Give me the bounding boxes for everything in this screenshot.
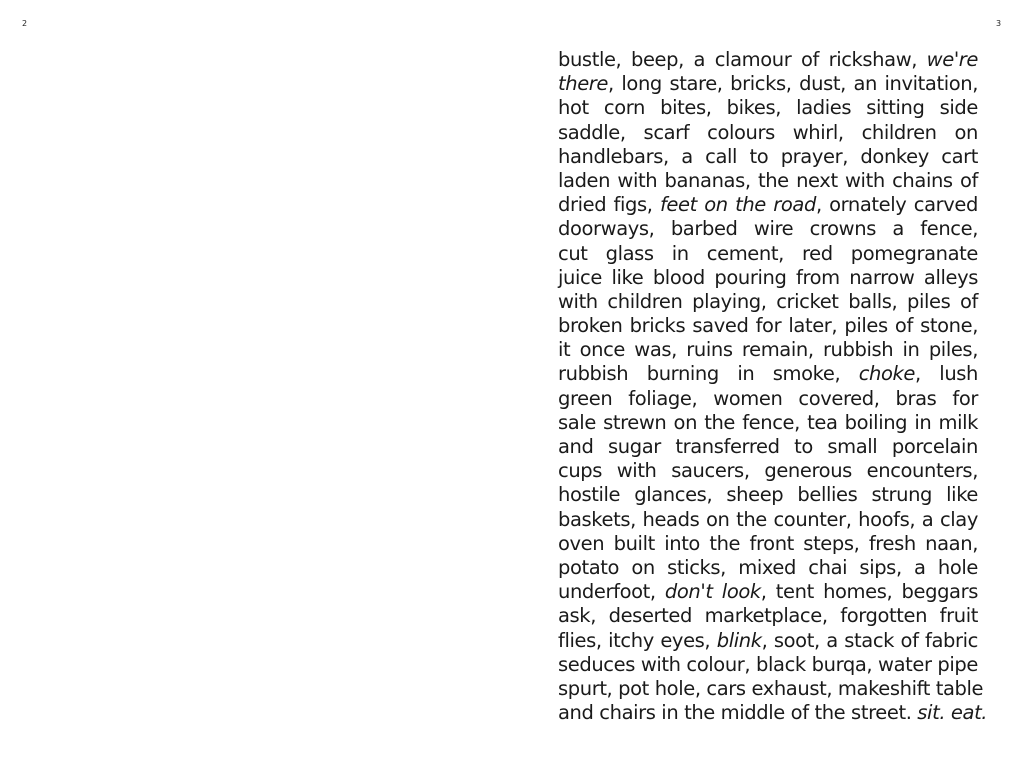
poem-line <box>558 483 978 507</box>
right-page-number: 3 <box>996 19 1002 28</box>
poem-text-segment: , lush <box>915 362 978 386</box>
poem-text-segment: handlebars, a call to prayer, donkey cart <box>558 144 978 168</box>
poem-text-segment: , ornately carved <box>815 193 978 217</box>
poem-line <box>558 314 978 338</box>
poem-line <box>558 121 978 145</box>
poem-text-segment: green foliage, women covered, bras for <box>558 386 978 410</box>
poem-line <box>558 580 978 604</box>
poem-italic-phrase: we're <box>926 48 978 71</box>
poem-line <box>558 701 988 725</box>
poem-text-segment: and sugar transferred to small porcelain <box>558 435 978 458</box>
poem-text-segment: hot corn bites, bikes, ladies sitting side <box>558 96 978 120</box>
poem-text-segment: flies, itchy eyes, <box>558 628 717 652</box>
poem-line <box>558 362 978 386</box>
poem-line <box>558 96 978 120</box>
poem-line <box>558 435 978 459</box>
poem-line <box>558 629 978 653</box>
poem-text-segment: doorways, barbed wire crowns a fence, <box>558 217 978 241</box>
poem-italic-phrase: choke <box>858 362 916 386</box>
poem-italic-phrase: sit. eat. <box>917 701 988 725</box>
poem-text-segment: oven built into the front steps, fresh naan, <box>558 531 978 555</box>
poem-text-segment: , soot, a stack of fabric <box>761 628 978 652</box>
poem-text-segment: sale strewn on the fence, tea boiling in milk <box>558 410 978 434</box>
left-page-number: 2 <box>22 19 28 28</box>
poem-text-segment: hostile glances, sheep bellies strung like <box>558 483 978 507</box>
poem-line <box>558 290 978 314</box>
poem-italic-phrase: feet on the road <box>659 193 816 217</box>
poem-text-segment: juice like blood pouring from narrow alleys <box>558 265 978 289</box>
poem-line <box>558 411 978 435</box>
poem-text-segment: laden with bananas, the next with chains of <box>558 168 978 192</box>
poem-text-segment: , long stare, bricks, dust, an invitation, <box>608 72 978 96</box>
poem-text-segment: dried figs, <box>558 193 660 217</box>
poem-italic-phrase: blink <box>716 628 762 652</box>
poem-line <box>558 169 978 193</box>
poem-text-segment: cups with saucers, generous encounters, <box>558 459 978 483</box>
poem-text-segment: bustle, beep, a clamour of rickshaw, <box>558 48 927 71</box>
poem-text-segment: , tent homes, beggars <box>760 580 978 604</box>
poem-text-segment: it once was, ruins remain, rubbish in piles, <box>558 338 978 362</box>
poem-line <box>558 145 978 169</box>
poem-line <box>558 338 978 362</box>
poem-line <box>558 48 978 72</box>
poem-text-segment: with children playing, cricket balls, piles of <box>558 289 978 313</box>
poem-text-segment: rubbish burning in smoke, <box>558 362 859 386</box>
poem-line <box>558 508 978 532</box>
poem-text-segment: broken bricks saved for later, piles of stone, <box>558 314 978 338</box>
poem-line <box>558 532 978 556</box>
poem-line <box>558 604 978 628</box>
poem-text-segment: potato on sticks, mixed chai sips, a hole <box>558 555 978 579</box>
poem-line <box>558 72 978 96</box>
poem-text-segment: saddle, scarf colours whirl, children on <box>558 120 978 144</box>
poem-line <box>558 653 978 677</box>
poem-line <box>558 217 978 241</box>
poem-italic-phrase: don't look <box>664 580 761 604</box>
poem-line <box>558 459 978 483</box>
poem-text-segment: spurt, pot hole, cars exhaust, makeshift table <box>558 676 984 700</box>
poem-line <box>558 242 978 266</box>
poem-line <box>558 193 978 217</box>
poem-text-segment: ask, deserted marketplace, forgotten fruit <box>558 604 978 628</box>
poem-italic-phrase: there <box>558 72 609 96</box>
poem-text-segment: baskets, heads on the counter, hoofs, a clay <box>558 507 978 531</box>
poem-line <box>558 676 984 701</box>
poem-text-block <box>558 48 988 725</box>
poem-line <box>558 266 978 290</box>
poem-text-segment: and chairs in the middle of the street. <box>558 701 918 725</box>
poem-line <box>558 387 978 411</box>
poem-text-segment: cut glass in cement, red pomegranate <box>558 241 978 265</box>
poem-line <box>558 556 978 580</box>
poem-text-segment: underfoot, <box>558 580 665 604</box>
poem-text-segment: seduces with colour, black burqa, water pipe <box>558 652 978 676</box>
